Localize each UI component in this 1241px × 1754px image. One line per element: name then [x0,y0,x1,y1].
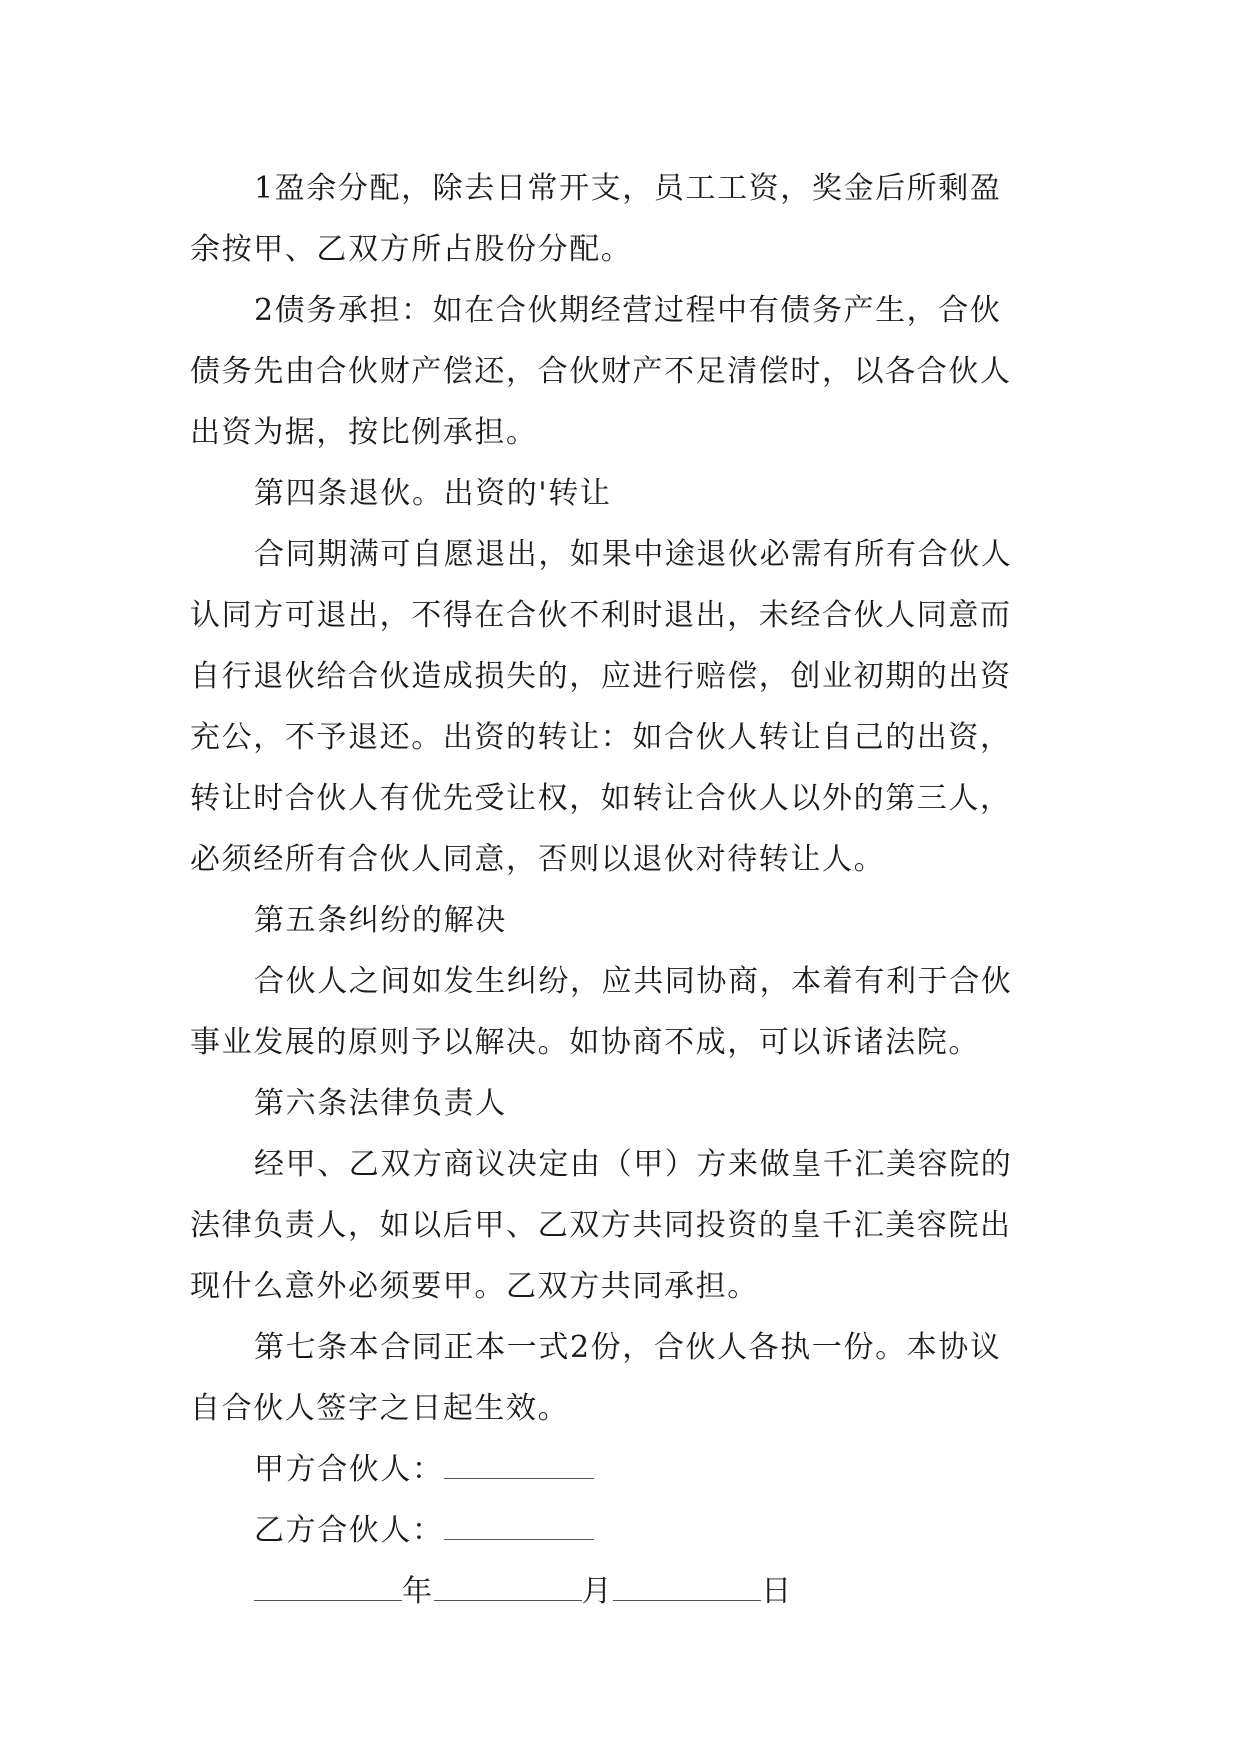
signature-party-b [190,1500,1070,1561]
party-a-signature-blank [444,1454,594,1479]
body-line: 债务先由合伙财产偿还，合伙财产不足清偿时，以各合伙人 [190,354,1012,389]
body-line: 合伙人之间如发生纠纷，应共同协商，本着有利于合伙 [254,964,1013,999]
body-line: 出资为据，按比例承担。 [190,415,538,450]
body-line: 事业发展的原则予以解决。如协商不成，可以诉诸法院。 [190,1025,980,1060]
body-line: 现什么意外必须要甲。乙双方共同承担。 [190,1269,759,1304]
body-line: 合同期满可自愿退出，如果中途退伙必需有所有合伙人 [254,537,1013,572]
signature-party-a [190,1439,1070,1500]
body-line: 1盈余分配，除去日常开支，员工工资，奖金后所剩盈 [254,171,1002,206]
day-label: 日 [761,1574,793,1609]
body-line: 第七条本合同正本一式2份，合伙人各执一份。本协议 [254,1330,1002,1365]
body-line: 经甲、乙双方商议决定由（甲）方来做皇千汇美容院的 [254,1147,1013,1182]
body-line: 2债务承担：如在合伙期经营过程中有债务产生，合伙 [254,293,1002,328]
party-b-signature-blank [444,1515,594,1540]
body-line: 自行退伙给合伙造成损失的，应进行赔偿，创业初期的出资 [190,659,1012,694]
day-blank [613,1576,761,1601]
month-label: 月 [581,1574,614,1609]
party-b-label: 乙方合伙人： [254,1513,444,1548]
body-line: 必须经所有合伙人同意，否则以退伙对待转让人。 [190,842,886,877]
body-line: 自合伙人签字之日起生效。 [190,1391,570,1426]
body-line: 转让时合伙人有优先受让权，如转让合伙人以外的第三人， [190,781,1012,816]
body-line: 法律负责人，如以后甲、乙双方共同投资的皇千汇美容院出 [190,1208,1012,1243]
article-heading: 第五条纠纷的解决 [254,903,507,938]
body-line: 认同方可退出，不得在合伙不利时退出，未经合伙人同意而 [190,598,1012,633]
contract-body [190,158,1070,1622]
signature-date [190,1561,1070,1622]
party-a-label: 甲方合伙人： [254,1452,444,1487]
body-line: 余按甲、乙双方所占股份分配。 [190,232,633,267]
article-heading: 第六条法律负责人 [254,1086,507,1121]
body-line: 充公，不予退还。出资的转让：如合伙人转让自己的出资， [190,720,1012,755]
year-blank [254,1576,402,1601]
article-heading: 第四条退伙。出资的'转让 [254,476,612,511]
month-blank [434,1576,582,1601]
year-label: 年 [402,1574,434,1609]
